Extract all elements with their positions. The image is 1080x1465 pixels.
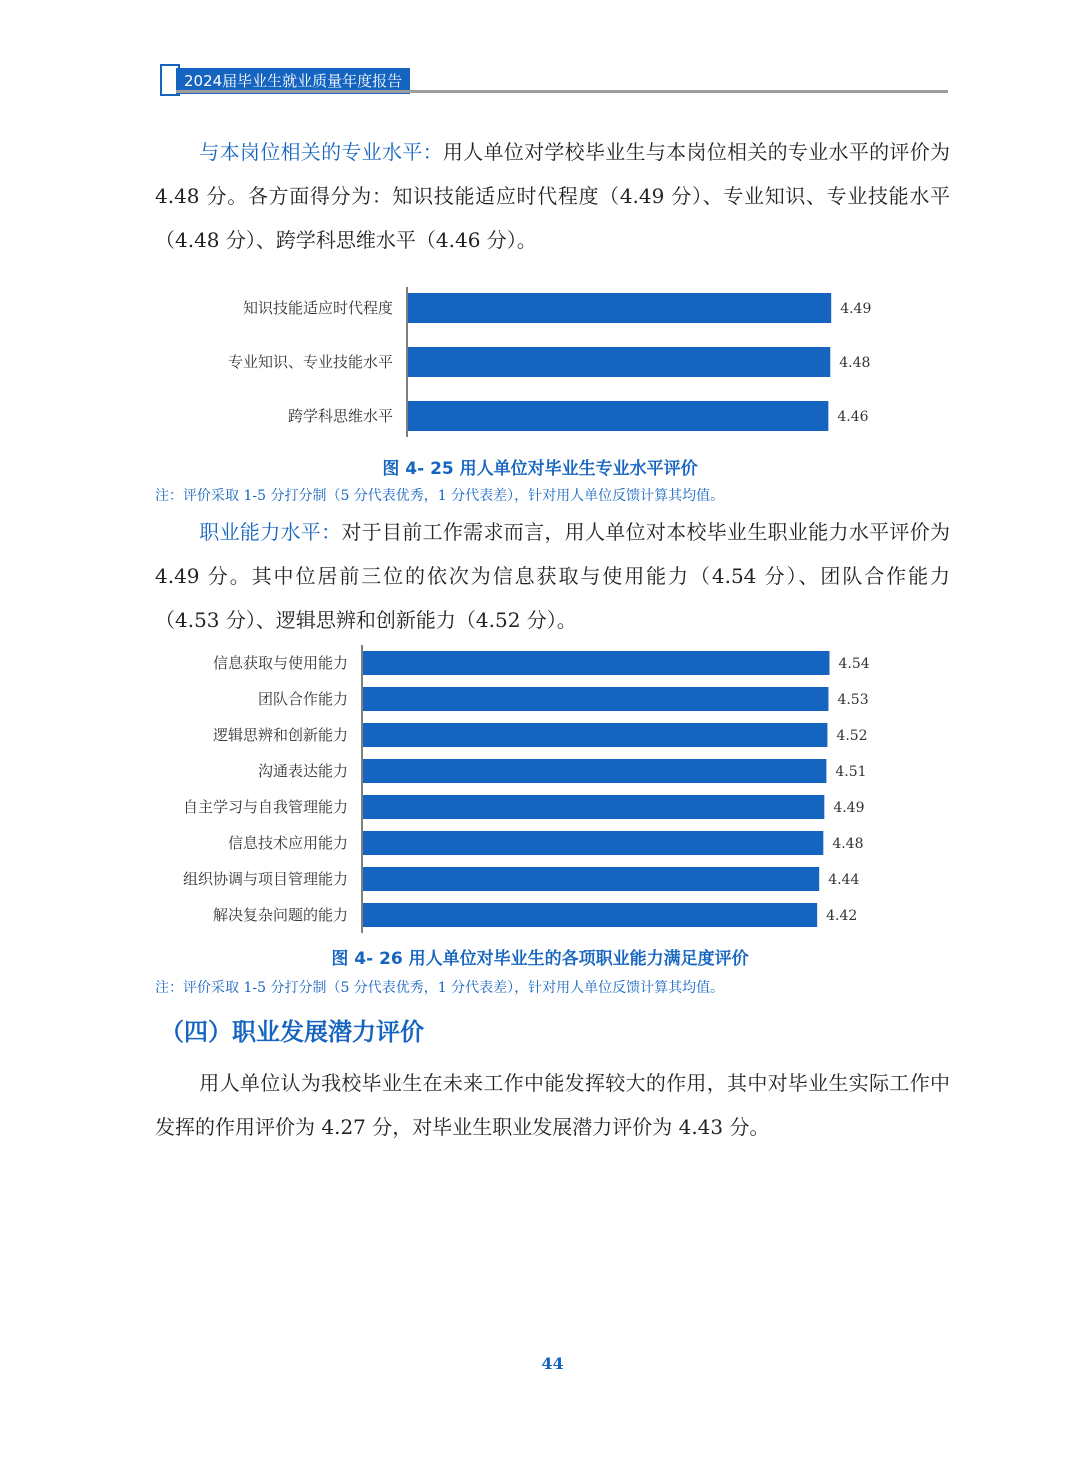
- paragraph-lead: 与本岗位相关的专业水平：: [199, 140, 443, 164]
- bar: [363, 651, 829, 675]
- bar: [363, 759, 826, 783]
- figure-26-note: 注：评价采取 1-5 分打分制（5 分代表优秀，1 分代表差），针对用人单位反馈计算其均值。: [155, 980, 725, 996]
- bar: [363, 831, 823, 855]
- bar: [363, 867, 819, 891]
- header-divider: [176, 90, 948, 93]
- paragraph-lead: 职业能力水平：: [199, 520, 342, 544]
- figure-26-title: 图 4- 26 用人单位对毕业生的各项职业能力满足度评价: [331, 949, 749, 969]
- bar: [408, 401, 828, 431]
- data-label: 4.49: [833, 800, 865, 816]
- section-title: （四）职业发展潜力评价: [160, 1018, 424, 1046]
- category-label: 信息技术应用能力: [227, 834, 348, 852]
- data-label: 4.53: [837, 692, 869, 708]
- data-label: 4.54: [838, 656, 870, 672]
- bar: [363, 723, 827, 747]
- category-label: 组织协调与项目管理能力: [182, 870, 348, 888]
- category-label: 逻辑思辨和创新能力: [212, 726, 348, 744]
- category-label: 跨学科思维水平: [287, 407, 393, 425]
- bar: [363, 795, 824, 819]
- category-label: 专业知识、专业技能水平: [227, 353, 393, 371]
- figure-25-title: 图 4- 25 用人单位对毕业生专业水平评价: [382, 459, 698, 479]
- data-label: 4.42: [826, 908, 858, 924]
- paragraph-text: 对于目前工作需求而言，用人单位对本校毕业生职业能力水平评价为 4.49 分。其中位居前三位的依次为信息获取与使用能力（4.54 分）、团队合作能力 （4.53 分）、逻辑思辨和创新能力（4.52 分）。: [155, 520, 951, 632]
- bar: [408, 293, 831, 323]
- bar: [363, 903, 817, 927]
- data-label: 4.48: [832, 836, 864, 852]
- paragraph-text: 用人单位对学校毕业生与本岗位相关的专业水平的评价为 4.48 分。各方面得分为：知识技能适应时代程度（4.49 分）、专业知识、专业技能水平（4.48 分）、跨学科思维水平（4.46 分）。: [155, 140, 951, 252]
- page-number: 44: [541, 1354, 564, 1373]
- data-label: 4.51: [835, 764, 867, 780]
- chart-career-ability: [0, 640, 1080, 940]
- paragraph-professional-level: [155, 130, 950, 262]
- paragraph-development-potential: [155, 1061, 950, 1149]
- data-label: 4.49: [840, 301, 872, 317]
- data-label: 4.48: [839, 355, 871, 371]
- chart-professional-level: [0, 280, 1080, 450]
- bar: [408, 347, 830, 377]
- category-label: 自主学习与自我管理能力: [182, 798, 348, 816]
- paragraph-career-ability: [155, 510, 950, 642]
- data-label: 4.52: [836, 728, 868, 744]
- category-label: 团队合作能力: [257, 690, 348, 708]
- category-label: 信息获取与使用能力: [212, 654, 348, 672]
- bar: [363, 687, 828, 711]
- report-title: 2024届毕业生就业质量年度报告: [176, 68, 410, 94]
- category-label: 解决复杂问题的能力: [212, 906, 348, 924]
- paragraph-text: 用人单位认为我校毕业生在未来工作中能发挥较大的作用，其中对毕业生实际工作中发挥的作用评价为 4.27 分，对毕业生职业发展潜力评价为 4.43 分。: [155, 1071, 950, 1139]
- figure-25-note: 注：评价采取 1-5 分打分制（5 分代表优秀，1 分代表差），针对用人单位反馈计算其均值。: [155, 488, 725, 504]
- data-label: 4.44: [828, 872, 860, 888]
- category-label: 沟通表达能力: [257, 762, 348, 780]
- category-label: 知识技能适应时代程度: [242, 299, 393, 317]
- data-label: 4.46: [837, 409, 869, 425]
